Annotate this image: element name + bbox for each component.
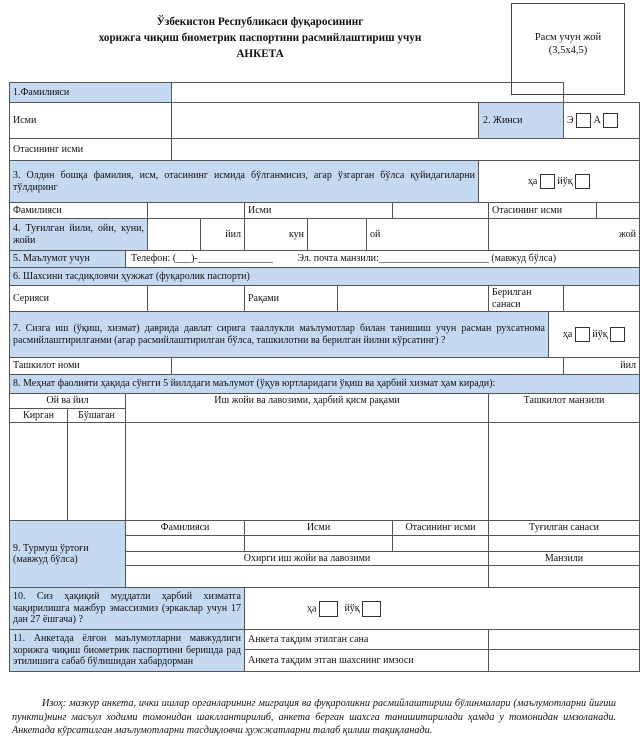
birth-day-label: кун bbox=[245, 219, 308, 251]
prev-ism-input[interactable] bbox=[393, 203, 489, 219]
question-8: 8. Меҳнат фаолияти ҳақида сўнгги 5 йиллдаги маълумот (ўқув юртларидаги ўқиш ва ҳарбий хизмат ҳам киради): bbox=[10, 375, 640, 394]
birth-year-label: йил bbox=[201, 219, 245, 251]
question-3: 3. Олдин бошқа фамилия, исм, отасининг исмида бўлганмисиз, агар ўзгарган бўлса қуйидагиларни тўлдиринг bbox=[10, 161, 479, 203]
field-otasi-label: Отасининг исми bbox=[10, 139, 172, 161]
q10-no-checkbox[interactable] bbox=[362, 601, 381, 617]
spouse-ism-label: Исми bbox=[245, 521, 393, 536]
gender-male-label: Э bbox=[567, 114, 574, 126]
field-ism-label: Исми bbox=[10, 103, 172, 139]
birth-place-label: жой bbox=[489, 219, 640, 251]
spouse-familiya-label: Фамилияси bbox=[126, 521, 245, 536]
question-9: 9. Турмуш ўртоғи (мавжуд бўлса) bbox=[10, 521, 126, 588]
work-manzil-cell[interactable] bbox=[489, 423, 640, 521]
berilgan-label: Берилган санаси bbox=[489, 286, 564, 312]
contact-row bbox=[126, 251, 640, 268]
question-5: 5. Маълумот учун bbox=[10, 251, 126, 268]
prev-otasi-input[interactable] bbox=[597, 203, 640, 219]
spouse-otasi-input[interactable] bbox=[393, 535, 489, 551]
q10-no-label: йўқ bbox=[344, 602, 360, 614]
prev-familiya-input[interactable] bbox=[148, 203, 245, 219]
tashkilot-manzili-header: Ташкилот манзили bbox=[489, 394, 640, 423]
q10-yes-label: ҳа bbox=[307, 602, 317, 614]
taqdim-imzo-label: Анкета тақдим этган шахснинг имзоси bbox=[245, 650, 489, 672]
gender-female-checkbox[interactable] bbox=[603, 113, 618, 128]
otasi-input[interactable] bbox=[172, 139, 640, 161]
gender-female-label: А bbox=[593, 114, 601, 126]
question-4: 4. Туғилган йили, ойи, куни, жойи bbox=[10, 219, 148, 251]
q10-yes-checkbox[interactable] bbox=[319, 601, 338, 617]
taqdim-sana-input[interactable] bbox=[489, 630, 640, 650]
photo-label: Расм учун жой bbox=[534, 32, 602, 43]
form-title-line2: хорижга чиқиш биометрик паспортини расмийлаштириш учун bbox=[98, 32, 422, 44]
work-kirgan-cell[interactable] bbox=[10, 423, 68, 521]
ish-joyi-header: Иш жойи ва лавозими, ҳарбий қисм рақами bbox=[126, 394, 489, 423]
work-ish-joyi-cell[interactable] bbox=[126, 423, 489, 521]
q7-yes-checkbox[interactable] bbox=[575, 327, 590, 342]
raqam-input[interactable] bbox=[338, 286, 489, 312]
field-jinsi-label: 2. Жинси bbox=[479, 103, 564, 139]
gender-male-checkbox[interactable] bbox=[576, 113, 591, 128]
gender-options bbox=[564, 103, 640, 139]
boshagan-header: Бўшаган bbox=[68, 408, 126, 423]
birth-day-input[interactable] bbox=[308, 219, 367, 251]
raqam-label: Рақами bbox=[245, 286, 338, 312]
q7-yes-label: ҳа bbox=[562, 328, 573, 340]
kirgan-header: Кирган bbox=[10, 408, 68, 423]
seriya-input[interactable] bbox=[148, 286, 245, 312]
q3-no-checkbox[interactable] bbox=[575, 174, 590, 189]
telefon-field[interactable]: Телефон: (___)-_______________ bbox=[131, 253, 273, 265]
familiya-input[interactable] bbox=[172, 83, 564, 103]
spouse-otasi-label: Отасининг исми bbox=[393, 521, 489, 536]
q3-yes-label: ҳа bbox=[527, 175, 538, 187]
form-title-line1: Ўзбекистон Республикаси фуқаросининг bbox=[156, 16, 364, 28]
taqdim-imzo-input[interactable] bbox=[489, 650, 640, 672]
q10-options bbox=[245, 588, 640, 630]
footnote: Изоҳ: мазкур анкета, ички ишлар органларининг миграция ва фуқароликни расмийлаштириш бўлинмалари (маълумотларни йиғиш пункти)нинг масъул ходими томонидан шакллантирилиб, анкета берган шахсга танишитирилади ҳамда у томонидан имзоланади. Анкетада кўрсатилган маълумотларни тасдиқловчи ҳужжатларни талаб қилиш тақиқланади. bbox=[12, 698, 616, 737]
q3-no-label: йўқ bbox=[557, 175, 573, 187]
q7-no-label: йўқ bbox=[592, 328, 608, 340]
berilgan-input[interactable] bbox=[564, 286, 640, 312]
tashkilot-input[interactable] bbox=[172, 358, 564, 375]
birth-month-label: ой bbox=[367, 219, 489, 251]
question-10: 10. Сиз ҳақиқий муддатли ҳарбий хизматга чақирилишга мажбур эмассизмиз (эркаклар учун 17 дан 27 ёшгача) ? bbox=[10, 588, 245, 630]
q3-options bbox=[479, 161, 640, 203]
email-field[interactable]: Эл. почта манзили:______________________ (мавжуд бўлса) bbox=[297, 253, 557, 265]
q7-options bbox=[549, 312, 640, 358]
seriya-label: Серияси bbox=[10, 286, 148, 312]
tashkilot-label: Ташкилот номи bbox=[10, 358, 172, 375]
q7-no-checkbox[interactable] bbox=[610, 327, 625, 342]
prev-ism-label: Исми bbox=[245, 203, 393, 219]
question-7: 7. Сизга иш (ўқиш, хизмат) даврида давлат сирига тааллукли маълумотлар билан танишиш учун расман рухсатнома расмийлаштирилганми (агар расмийлаштирилган бўлса, ташкилотни ва берилган йилни кўрсатинг) ? bbox=[10, 312, 549, 358]
anketa-table bbox=[9, 82, 640, 672]
birth-year-input[interactable] bbox=[148, 219, 201, 251]
oy-yil-header: Ой ва йил bbox=[10, 394, 126, 409]
spouse-tugilgan-label: Туғилган санаси bbox=[489, 521, 640, 536]
spouse-ism-input[interactable] bbox=[245, 535, 393, 551]
spouse-tugilgan-input[interactable] bbox=[489, 535, 640, 551]
prev-familiya-label: Фамилияси bbox=[10, 203, 148, 219]
question-6: 6. Шахсини тасдиқловчи ҳужжат (фуқаролик паспорти) bbox=[10, 268, 640, 286]
tashkilot-year-label: йил bbox=[564, 358, 640, 375]
prev-otasi-label: Отасининг исми bbox=[489, 203, 597, 219]
ism-input[interactable] bbox=[172, 103, 479, 139]
spouse-oxirgi-input[interactable] bbox=[126, 566, 489, 588]
spouse-familiya-input[interactable] bbox=[126, 535, 245, 551]
taqdim-sana-label: Анкета тақдим этилган сана bbox=[245, 630, 489, 650]
question-11: 11. Анкетада ёлғон маълумотларни мавжудлиги хорижга чиқиш биометрик паспортини беришда рад этилишига сабаб бўлишидан хабардорман bbox=[10, 630, 245, 672]
spouse-manzil-label: Манзили bbox=[489, 551, 640, 566]
field-familiya-label: 1.Фамилияси bbox=[10, 83, 172, 103]
spouse-oxirgi-label: Охирги иш жойи ва лавозими bbox=[126, 551, 489, 566]
q3-yes-checkbox[interactable] bbox=[540, 174, 555, 189]
photo-size: (3,5х4,5) bbox=[548, 45, 588, 56]
spouse-manzil-input[interactable] bbox=[489, 566, 640, 588]
form-title: АНКЕТА bbox=[236, 48, 284, 60]
work-boshagan-cell[interactable] bbox=[68, 423, 126, 521]
